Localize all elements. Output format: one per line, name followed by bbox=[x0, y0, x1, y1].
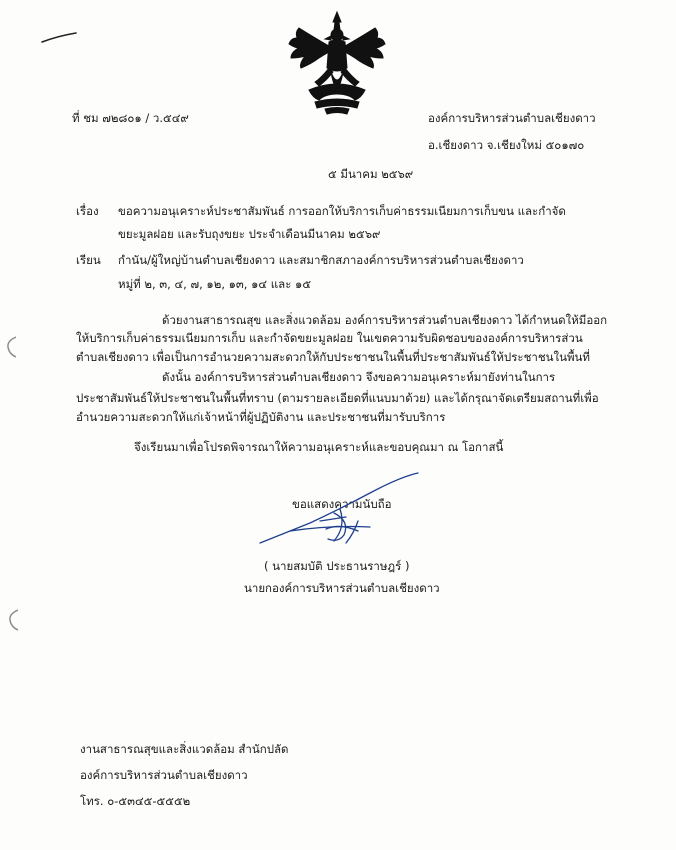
footer-phone: โทร. ๐-๕๓๔๕-๕๕๕๒ bbox=[80, 794, 191, 808]
subject-line-1: ขอความอนุเคราะห์ประชาสัมพันธ์ การออกให้บริการเก็บค่าธรรมเนียมการเก็บขน และกำจัด bbox=[118, 204, 566, 218]
doc-number: ที่ ชม ๗๒๘๐๑ / ว.๕๔๙ bbox=[72, 111, 189, 125]
body-p1-line-1: ด้วยงานสาธารณสุข และสิ่งแวดล้อม องค์การบริหารส่วนตำบลเชียงดาว ได้กำหนดให้มีออก bbox=[162, 313, 608, 327]
garuda-emblem-icon bbox=[285, 8, 390, 116]
punch-hole-mark bbox=[4, 335, 18, 359]
letter-date: ๕ มีนาคม ๒๕๖๙ bbox=[328, 167, 414, 181]
body-p2-line-3: อำนวยความสะดวกให้แก่เจ้าหน้าที่ผู้ปฏิบัติงาน และประชาชนที่มารับบริการ bbox=[76, 410, 446, 424]
recipient-line-1: กำนัน/ผู้ใหญ่บ้านตำบลเชียงดาว และสมาชิกสภาองค์การบริหารส่วนตำบลเชียงดาว bbox=[118, 253, 524, 267]
body-p2-line-2: ประชาสัมพันธ์ให้ประชาชนในพื้นที่ทราบ (ตามรายละเอียดที่แนบมาด้วย) และได้กรุณาจัดเตรียมสถานที่เพื่อ bbox=[76, 391, 599, 405]
signer-position: นายกองค์การบริหารส่วนตำบลเชียงดาว bbox=[244, 581, 440, 595]
signature bbox=[250, 465, 450, 555]
recipient-line-2: หมู่ที่ ๒, ๓, ๔, ๗, ๑๒, ๑๓, ๑๔ และ ๑๕ bbox=[118, 277, 312, 291]
footer-org: องค์การบริหารส่วนตำบลเชียงดาว bbox=[80, 768, 248, 782]
body-p1-line-2: ให้บริการเก็บค่าธรรมเนียมการเก็บ และกำจัดขยะมูลฝอย ในเขตความรับผิดชอบขององค์การบริหารส่วน bbox=[76, 331, 583, 345]
recipient-label: เรียน bbox=[76, 253, 101, 267]
salutation: ขอแสดงความนับถือ bbox=[292, 497, 392, 511]
punch-hole-mark bbox=[6, 608, 20, 632]
body-p1-line-3: ตำบลเชียงดาว เพื่อเป็นการอำนวยความสะดวกให้กับประชาชนในพื้นที่ประชาสัมพันธ์ให้ประชาชนในพื้นที่ bbox=[76, 350, 590, 364]
closing-request: จึงเรียนมาเพื่อโปรดพิจารณาให้ความอนุเคราะห์และขอบคุณมา ณ โอกาสนี้ bbox=[134, 440, 504, 454]
footer-department: งานสาธารณสุขและสิ่งแวดล้อม สำนักปลัด bbox=[80, 742, 289, 756]
signer-name: ( นายสมบัติ ประธานราษฎร์ ) bbox=[264, 559, 410, 573]
body-p2-line-1: ดังนั้น องค์การบริหารส่วนตำบลเชียงดาว จึงขอความอนุเคราะห์มายังท่านในการ bbox=[162, 370, 556, 384]
org-address: อ.เชียงดาว จ.เชียงใหม่ ๕๐๑๗๐ bbox=[428, 138, 585, 152]
subject-line-2: ขยะมูลฝอย และรับถุงขยะ ประจำเดือนมีนาคม ๒๕๖๙ bbox=[118, 227, 381, 241]
org-name: องค์การบริหารส่วนตำบลเชียงดาว bbox=[428, 111, 596, 125]
pen-mark bbox=[40, 30, 80, 46]
subject-label: เรื่อง bbox=[76, 204, 99, 218]
